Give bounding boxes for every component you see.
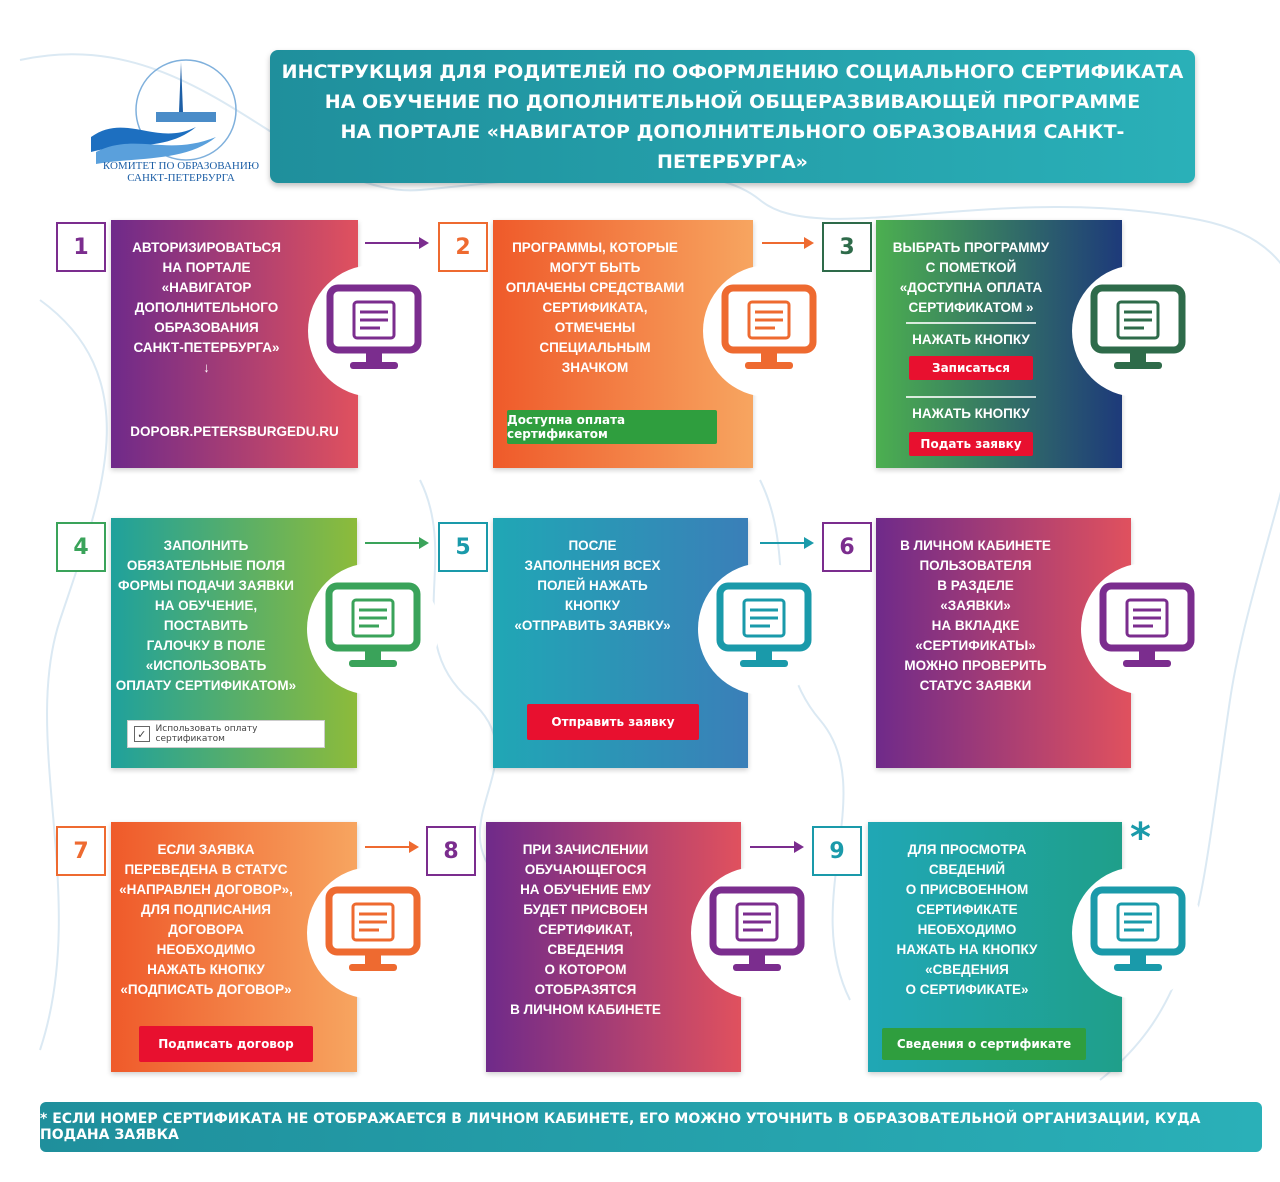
icon-circle	[307, 563, 439, 695]
monitor-hand-gear-icon	[324, 284, 424, 378]
monitor-documents-check-icon	[323, 886, 423, 980]
step-text: ПРИ ЗАЧИСЛЕНИИ ОБУЧАЮЩЕГОСЯ НА ОБУЧЕНИЕ ЕМУ БУДЕТ ПРИСВОЕН СЕРТИФИКАТ, СВЕДЕНИЯ О КОТОРОМ ОТОБРАЗЯТСЯ В ЛИЧНОМ КАБИНЕТЕ	[510, 842, 661, 1017]
step-text: ПОСЛЕ ЗАПОЛНЕНИЯ ВСЕХ ПОЛЕЙ НАЖАТЬ КНОПКУ «ОТПРАВИТЬ ЗАЯВКУ»	[514, 538, 671, 633]
arrow-right-icon	[760, 542, 812, 544]
footer-note-bar	[40, 1102, 1262, 1152]
arrow-right-icon	[365, 542, 427, 544]
page-title: ИНСТРУКЦИЯ ДЛЯ РОДИТЕЛЕЙ ПО ОФОРМЛЕНИЮ СОЦИАЛЬНОГО СЕРТИФИКАТА НА ОБУЧЕНИЕ ПО ДОПОЛНИТЕЛЬНОЙ ОБЩЕРАЗВИВАЮЩЕЙ ПРОГРАММЕ НА ПОРТАЛЕ «НАВИГАТОР ДОПОЛНИТЕЛЬНОГО ОБРАЗОВАНИЯ САНКТ-ПЕТЕРБУРГА»	[281, 60, 1184, 173]
step-text: АВТОРИЗИРОВАТЬСЯ НА ПОРТАЛЕ «НАВИГАТОР ДОПОЛНИТЕЛЬНОГО ОБРАЗОВАНИЯ САНКТ-ПЕТЕРБУРГА» ↓	[132, 240, 281, 375]
icon-circle	[703, 265, 835, 397]
monitor-magnifier-certificate-icon	[1088, 886, 1188, 980]
step-number-3: 3	[822, 222, 872, 272]
monitor-certificate-icon	[707, 886, 807, 980]
step-number-9: 9	[812, 826, 862, 876]
arrow-right-icon	[365, 242, 427, 244]
icon-circle	[308, 265, 440, 397]
step-number-1: 1	[56, 222, 106, 272]
enroll-button[interactable]: Записаться	[909, 356, 1033, 380]
step-text: ВЫБРАТЬ ПРОГРАММУ С ПОМЕТКОЙ «ДОСТУПНА ОПЛАТА СЕРТИФИКАТОМ »	[892, 240, 1050, 315]
header-banner	[270, 50, 1195, 183]
sign-contract-button[interactable]: Подписать договор	[139, 1026, 313, 1062]
icon-circle	[698, 563, 830, 695]
monitor-form-icon	[323, 582, 423, 676]
asterisk-mark: *	[1130, 815, 1151, 861]
step-number-8: 8	[426, 826, 476, 876]
monitor-checklist-icon	[719, 284, 819, 378]
monitor-user-document-icon	[1097, 582, 1197, 676]
icon-circle	[1072, 867, 1204, 999]
step-number-2: 2	[438, 222, 488, 272]
step-text: В ЛИЧНОМ КАБИНЕТЕ ПОЛЬЗОВАТЕЛЯ В РАЗДЕЛЕ «ЗАЯВКИ» НА ВКЛАДКЕ «СЕРТИФИКАТЫ» МОЖНО ПРОВЕРИТЬ СТАТУС ЗАЯВКИ	[900, 538, 1051, 693]
arrow-right-icon	[365, 846, 417, 848]
step-text: ПРОГРАММЫ, КОТОРЫЕ МОГУТ БЫТЬ ОПЛАЧЕНЫ СРЕДСТВАМИ СЕРТИФИКАТА, ОТМЕЧЕНЫ СПЕЦИАЛЬНЫМ ЗНАЧКОМ	[505, 240, 685, 375]
step-number-6: 6	[822, 522, 872, 572]
step-number-4: 4	[56, 522, 106, 572]
icon-circle	[691, 867, 823, 999]
icon-circle	[1072, 265, 1204, 397]
step-number-5: 5	[438, 522, 488, 572]
divider	[906, 322, 1036, 324]
step-text: ДЛЯ ПРОСМОТРА СВЕДЕНИЙ О ПРИСВОЕННОМ СЕРТИФИКАТЕ НЕОБХОДИМО НАЖАТЬ НА КНОПКУ «СВЕДЕНИЯ О СЕРТИФИКАТЕ»	[896, 842, 1038, 997]
checkbox-checked-icon[interactable]: ✓	[134, 726, 150, 742]
icon-circle	[1081, 563, 1213, 695]
monitor-cursor-icon	[714, 582, 814, 676]
arrow-right-icon	[750, 846, 802, 848]
send-application-button[interactable]: Отправить заявку	[527, 704, 699, 740]
step-text: ЗАПОЛНИТЬ ОБЯЗАТЕЛЬНЫЕ ПОЛЯ ФОРМЫ ПОДАЧИ ЗАЯВКИ НА ОБУЧЕНИЕ, ПОСТАВИТЬ ГАЛОЧКУ В ПОЛЕ «ИСПОЛЬЗОВАТЬ ОПЛАТУ СЕРТИФИКАТОМ»	[115, 538, 297, 693]
divider	[906, 396, 1036, 398]
press-button-label: НАЖАТЬ КНОПКУ	[912, 406, 1030, 421]
step-text: ЕСЛИ ЗАЯВКА ПЕРЕВЕДЕНА В СТАТУС «НАПРАВЛЕН ДОГОВОР», ДЛЯ ПОДПИСАНИЯ ДОГОВОРА НЕОБХОДИМО НАЖАТЬ КНОПКУ «ПОДПИСАТЬ ДОГОВОР»	[119, 842, 293, 997]
certificate-info-button[interactable]: Сведения о сертификате	[882, 1028, 1086, 1060]
icon-circle	[307, 867, 439, 999]
arrow-right-icon	[762, 242, 812, 244]
portal-link[interactable]: DOPOBR.PETERSBURGEDU.RU	[130, 424, 339, 439]
use-certificate-checkbox[interactable]	[127, 720, 325, 748]
footer-note: * ЕСЛИ НОМЕР СЕРТИФИКАТА НЕ ОТОБРАЖАЕТСЯ В ЛИЧНОМ КАБИНЕТЕ, ЕГО МОЖНО УТОЧНИТЬ В ОБРАЗОВАТЕЛЬНОЙ ОРГАНИЗАЦИИ, КУДА ПОДАНА ЗАЯВКА	[40, 1111, 1201, 1143]
monitor-ruble-hand-icon	[1088, 284, 1188, 378]
checkbox-label: Использовать оплату сертификатом	[155, 724, 258, 744]
press-button-label: НАЖАТЬ КНОПКУ	[912, 332, 1030, 347]
step-number-7: 7	[56, 826, 106, 876]
certificate-payment-badge: Доступна оплата сертификатом	[507, 410, 717, 444]
logo-text: КОМИТЕТ ПО ОБРАЗОВАНИЮ САНКТ-ПЕТЕРБУРГА	[102, 160, 260, 184]
submit-application-button[interactable]: Подать заявку	[909, 432, 1033, 456]
